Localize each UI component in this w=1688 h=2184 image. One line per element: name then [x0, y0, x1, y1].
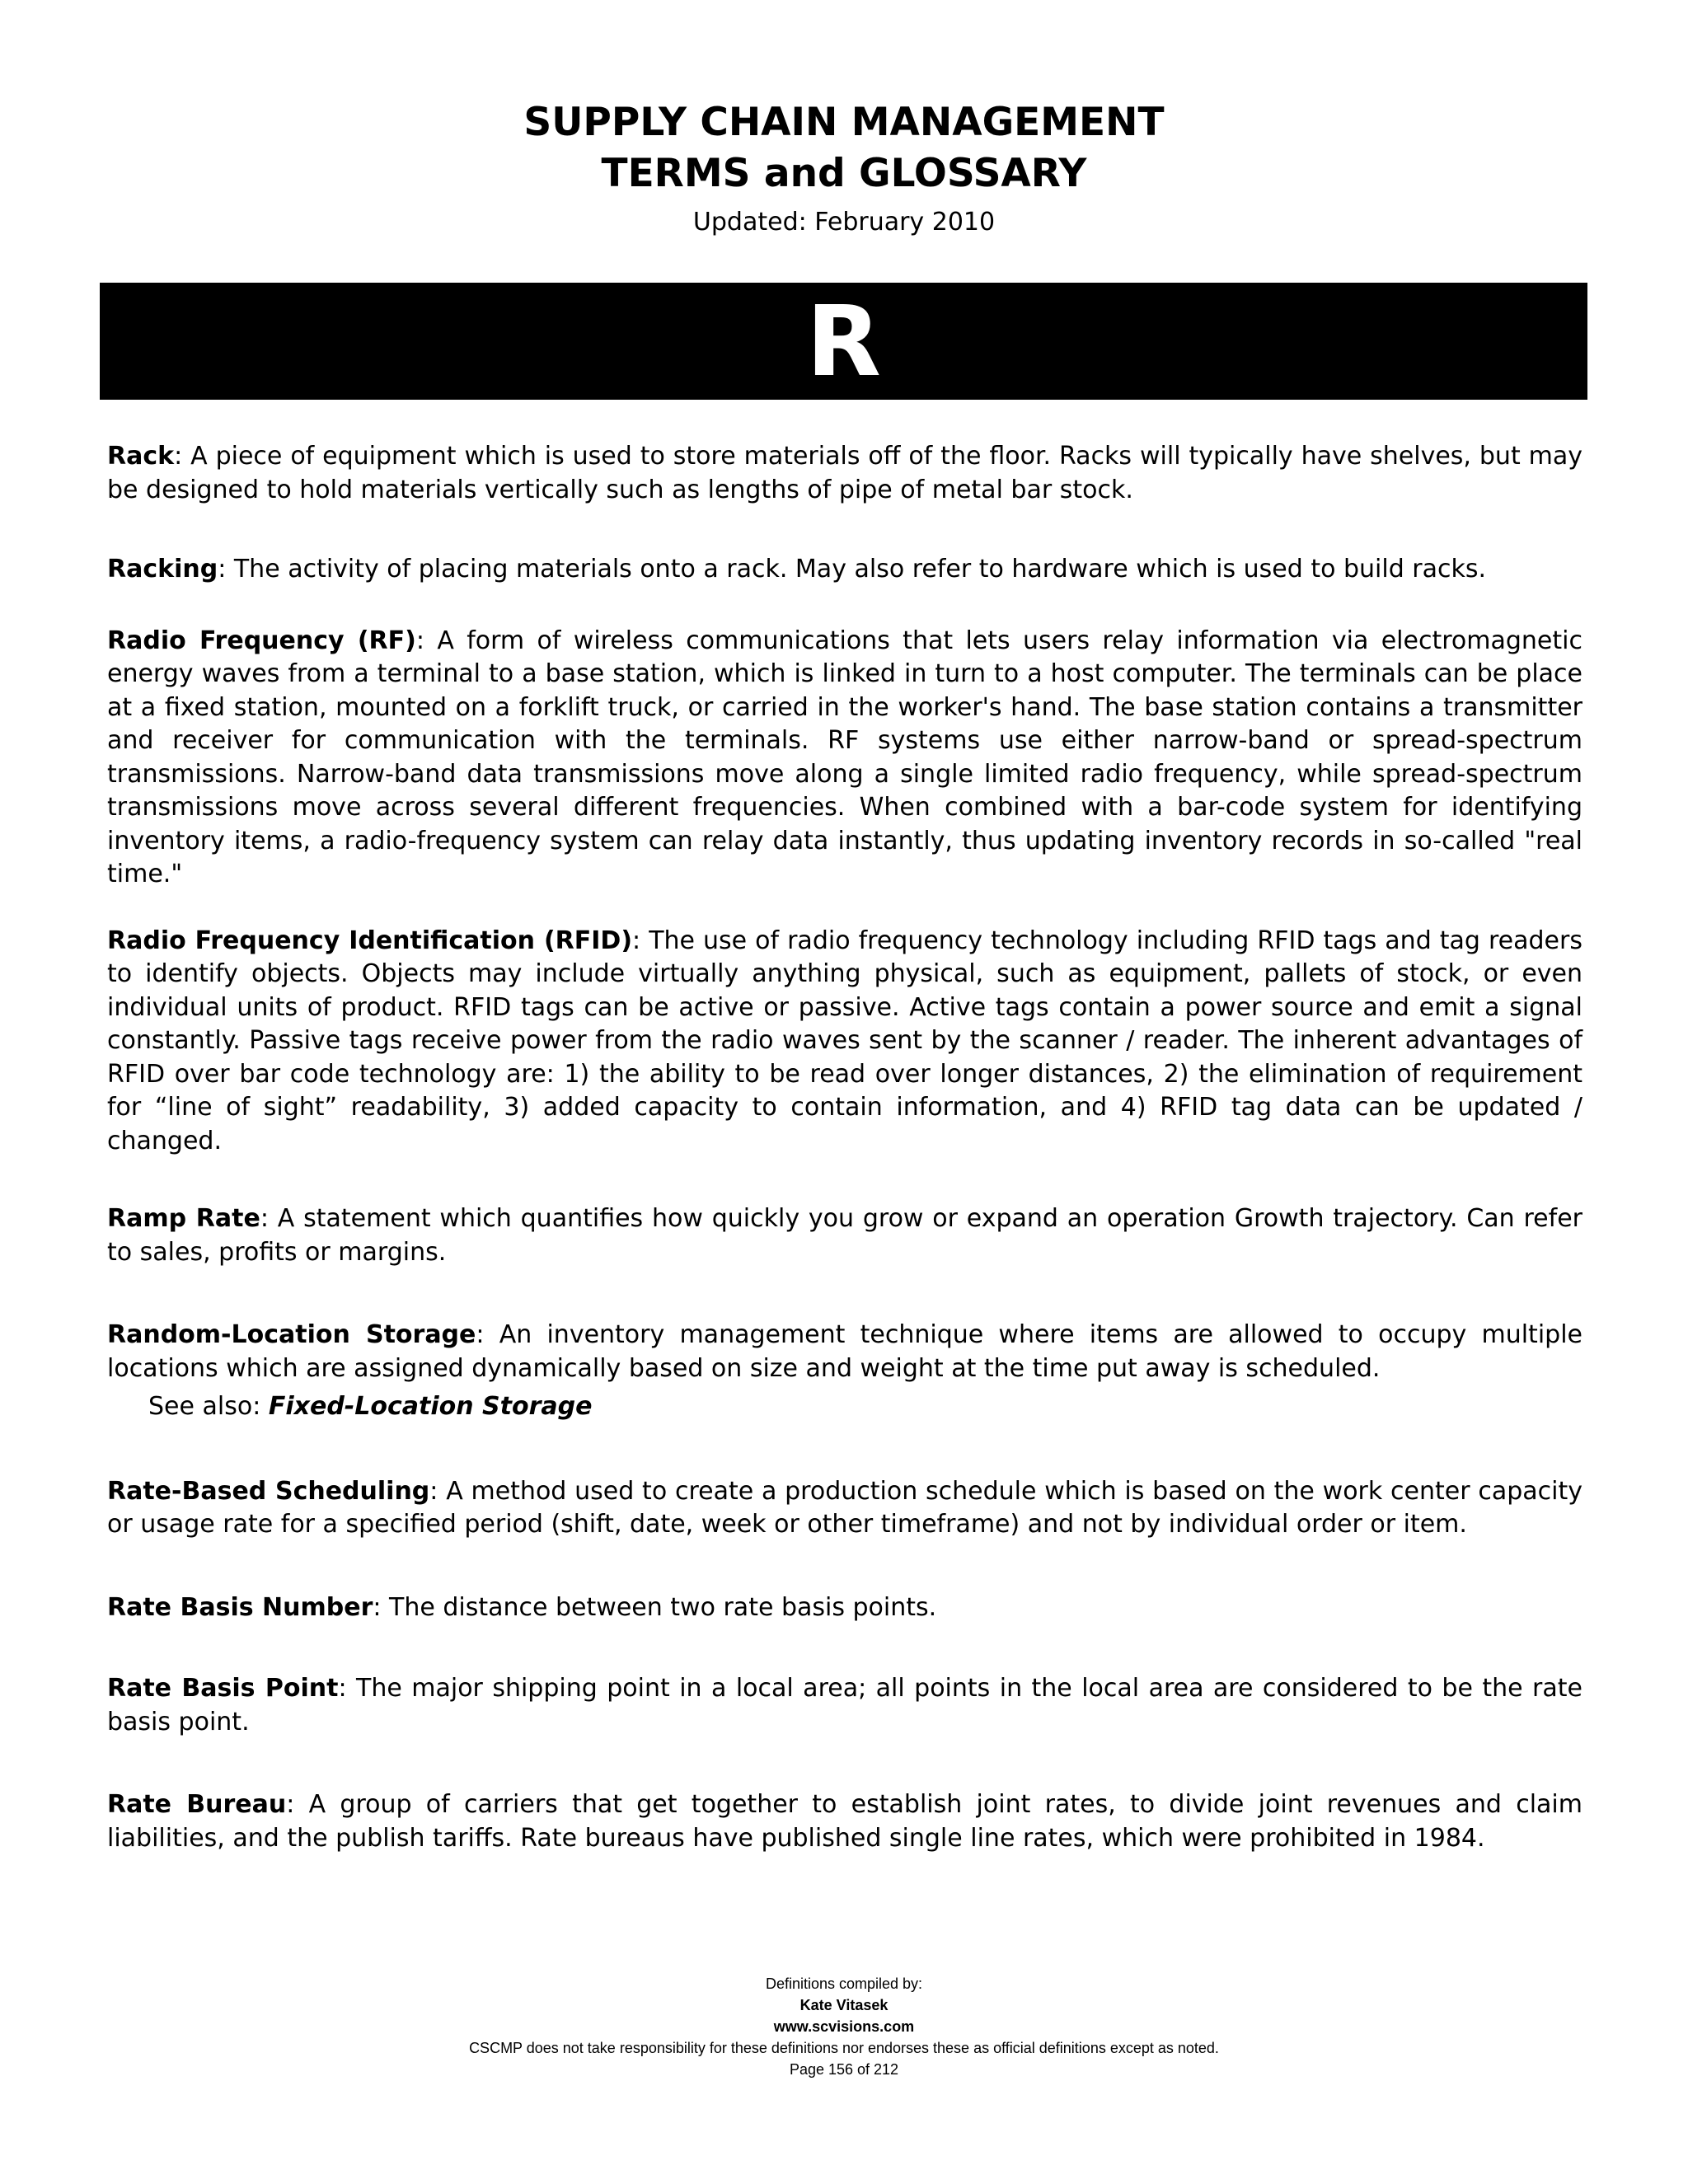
- section-letter-banner: [100, 283, 1587, 400]
- footer-page-number: Page 156 of 212: [789, 2061, 899, 2078]
- entry-term: Rate Basis Point: [107, 1674, 339, 1703]
- footer-author: Kate Vitasek: [799, 1997, 889, 2013]
- entry-term: Rate-Based Scheduling: [107, 1476, 430, 1506]
- see-also-label: See also:: [148, 1392, 269, 1421]
- page-footer: [0, 1973, 1688, 2080]
- entry-definition: An inventory management technique where items are allowed to occupy multiple locations which are assigned dynamically based on size and weight at the time put away is scheduled.: [107, 1320, 1582, 1383]
- page-header: [0, 97, 1688, 241]
- entry-term: Radio Frequency (RF): [107, 626, 416, 655]
- title-line-2: TERMS and GLOSSARY: [601, 151, 1087, 196]
- entry-definition: A method used to create a production schedule which is based on the work center capacity or usage rate for a specified period (shift, date, week or other timeframe) and not by individual order or item.: [107, 1476, 1582, 1539]
- see-also-link[interactable]: Fixed-Location Storage: [268, 1392, 593, 1421]
- footer-website[interactable]: www.scvisions.com: [773, 2018, 915, 2035]
- entry-separator: :: [373, 1592, 390, 1622]
- entry-separator: :: [286, 1790, 309, 1819]
- entry-definition: A form of wireless communications that lets users relay information via electromagnetic energy waves from a terminal to a base station, which is linked in turn to a host computer. The terminals can be place at a fixed station, mounted on a forklift truck, or carried in the worker's hand. The base station contains a transmitter and receiver for communication with the terminals. RF systems use either narrow-band or spread-spectrum transmissions. Narrow-band data transmissions move along a single limited radio frequency, while spread-spectrum transmissions move across several different frequencies. When combined with a bar-code system for identifying inventory items, a radio-frequency system can relay data instantly, thus updating inventory records in so-called "real time.": [107, 626, 1582, 888]
- entry-term: Rack: [107, 442, 175, 471]
- glossary-entry-rack: [107, 440, 1582, 507]
- glossary-entry-rate-basis-number: [107, 1591, 1582, 1625]
- entry-separator: :: [338, 1674, 356, 1703]
- entry-definition: The distance between two rate basis points.: [389, 1592, 937, 1622]
- footer-compiled-by: Definitions compiled by:: [765, 1975, 923, 1992]
- entry-term: Radio Frequency Identification (RFID): [107, 926, 633, 955]
- entry-separator: :: [260, 1204, 278, 1233]
- updated-date: Updated: February 2010: [692, 208, 996, 237]
- glossary-entry-rate-bureau: [107, 1788, 1582, 1855]
- entry-term: Ramp Rate: [107, 1204, 260, 1233]
- glossary-entry-random-location-storage: [107, 1319, 1582, 1385]
- glossary-entry-rfid: [107, 925, 1582, 1159]
- glossary-entries: [107, 440, 1582, 1855]
- glossary-entry-racking: [107, 553, 1582, 587]
- section-letter: R: [806, 284, 881, 398]
- entry-separator: :: [415, 626, 438, 655]
- entry-term: Rate Bureau: [107, 1790, 287, 1819]
- entry-definition: A statement which quantifies how quickly you grow or expand an operation Growth trajectory. Can refer to sales, profits or margins.: [107, 1204, 1582, 1267]
- entry-separator: :: [218, 555, 234, 583]
- see-also-line: [148, 1390, 1582, 1424]
- entry-separator: :: [476, 1320, 499, 1349]
- entry-definition: The major shipping point in a local area; all points in the local area are considered to be the rate basis point.: [107, 1674, 1582, 1736]
- entry-separator: :: [632, 926, 649, 955]
- title-line-1: SUPPLY CHAIN MANAGEMENT: [523, 100, 1165, 145]
- footer-disclaimer: CSCMP does not take responsibility for these definitions nor endorses these as official definitions except as noted.: [469, 2040, 1219, 2056]
- entry-definition: The use of radio frequency technology including RFID tags and tag readers to identify objects. Objects may include virtually anything physical, such as equipment, pallets of stock, or even individual units of product. RFID tags can be active or passive. Active tags contain a power source and emit a signal constantly. Passive tags receive power from the radio waves sent by the scanner / reader. The inherent advantages of RFID over bar code technology are: 1) the ability to be read over longer distances, 2) the elimination of requirement for “line of sight” readability, 3) added capacity to contain information, and 4) RFID tag data can be updated / changed.: [107, 926, 1582, 1155]
- entry-term: Random-Location Storage: [107, 1320, 476, 1349]
- entry-definition: The activity of placing materials onto a rack. May also refer to hardware which is used to build racks.: [233, 555, 1487, 583]
- glossary-entry-rate-based-scheduling: [107, 1475, 1582, 1542]
- glossary-entry-ramp-rate: [107, 1202, 1582, 1269]
- glossary-entry-rate-basis-point: [107, 1672, 1582, 1739]
- entry-term: Rate Basis Number: [107, 1592, 373, 1622]
- entry-definition: A piece of equipment which is used to store materials off of the floor. Racks will typically have shelves, but may be designed to hold materials vertically such as lengths of pipe of metal bar stock.: [107, 442, 1582, 504]
- entry-separator: :: [429, 1476, 447, 1506]
- entry-term: Racking: [107, 555, 218, 583]
- entry-definition: A group of carriers that get together to establish joint rates, to divide joint revenues and claim liabilities, and the publish tariffs. Rate bureaus have published single line rates, which were prohibited in 1984.: [107, 1790, 1582, 1853]
- entry-separator: :: [174, 442, 191, 471]
- glossary-entry-radio-frequency: [107, 625, 1582, 892]
